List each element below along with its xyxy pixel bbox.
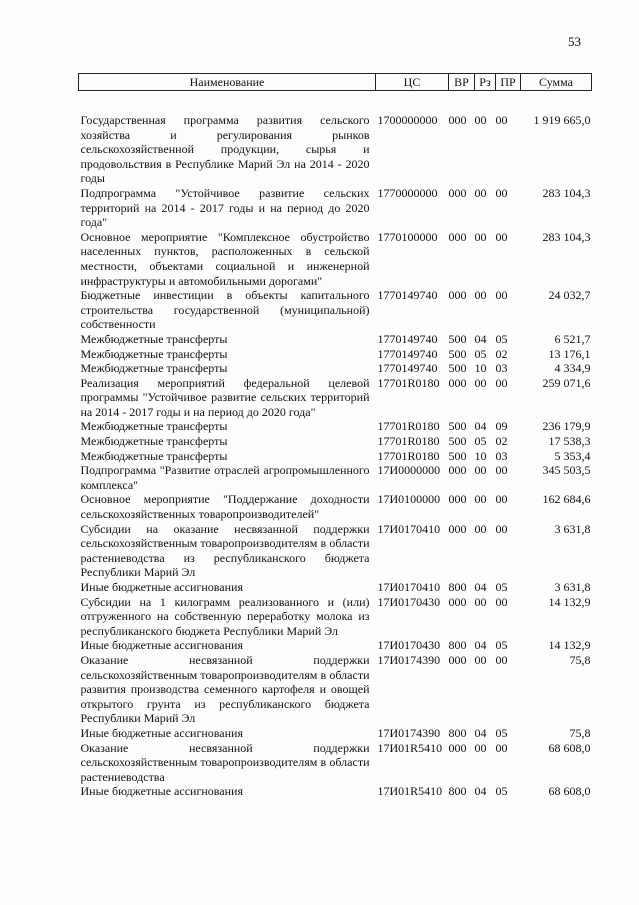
table-row <box>79 595 592 639</box>
row-pr: 00 <box>495 375 508 390</box>
row-cs: 17И0170430 <box>377 638 441 653</box>
table-row <box>79 186 592 230</box>
row-name: Иные бюджетные ассигнования <box>80 638 243 653</box>
row-sum: 345 503,5 <box>542 463 591 478</box>
row-rz: 04 <box>474 784 487 799</box>
row-pr: 03 <box>495 361 508 376</box>
row-pr: 09 <box>495 419 508 434</box>
row-vr: 000 <box>448 113 467 127</box>
row-sum: 14 132,9 <box>548 638 591 653</box>
row-rz: 05 <box>474 346 487 361</box>
row-cs: 17701R0180 <box>377 434 440 449</box>
row-rz: 00 <box>474 288 487 303</box>
table-row <box>79 332 592 347</box>
table-row <box>79 741 592 785</box>
row-pr: 00 <box>495 521 508 536</box>
row-vr: 000 <box>448 229 467 244</box>
row-vr: 500 <box>448 361 467 376</box>
row-name: Оказание несвязанной поддержки сельскохозяйственным товаропроизводителям в области растениеводства <box>80 740 370 784</box>
row-cs: 1770000000 <box>377 185 438 200</box>
row-sum: 17 538,3 <box>548 434 591 449</box>
page-number: 53 <box>568 34 581 49</box>
row-vr: 000 <box>448 375 467 390</box>
table-body <box>79 91 592 799</box>
header-pr: ПР <box>496 74 521 91</box>
row-name: Основное мероприятие "Поддержание доходности сельскохозяйственных товаропроизводителей" <box>80 492 370 522</box>
row-cs: 17И0000000 <box>377 463 441 478</box>
row-cs: 1770149740 <box>377 288 438 303</box>
row-sum: 14 132,9 <box>548 594 591 609</box>
row-name: Подпрограмма "Развитие отраслей агропромышленного комплекса" <box>80 463 370 492</box>
table-row <box>79 230 592 288</box>
table-row <box>79 434 592 449</box>
row-name: Оказание несвязанной поддержки сельскохозяйственным товаропроизводителям в области развития производства семенного картофеля и овощей открытого грунта из республиканского бюджета Республики Марий Эл <box>80 652 370 726</box>
row-vr: 000 <box>448 492 467 507</box>
header-vr: ВР <box>449 74 475 91</box>
row-cs: 17И0170410 <box>377 580 441 594</box>
row-sum: 75,8 <box>569 725 591 740</box>
row-rz: 00 <box>474 594 487 609</box>
row-rz: 04 <box>474 331 487 346</box>
row-sum: 68 608,0 <box>548 740 591 755</box>
row-rz: 04 <box>474 580 487 594</box>
row-name: Государственная программа развития сельского хозяйства и регулирования рынков сельскохозяйственной продукции, сырья и продовольствия в Республике Марий Эл на 2014 - 2020 годы <box>80 113 370 186</box>
row-rz: 00 <box>474 652 487 667</box>
table-header <box>79 74 592 91</box>
row-rz: 00 <box>474 521 487 536</box>
row-sum: 68 608,0 <box>548 784 591 799</box>
row-name: Бюджетные инвестиции в объекты капитального строительства государственной (муниципальной) собственности <box>80 288 370 332</box>
table-row <box>79 376 592 420</box>
row-name: Межбюджетные трансферты <box>80 346 228 361</box>
row-pr: 02 <box>495 434 508 449</box>
row-pr: 00 <box>495 652 508 667</box>
row-pr: 00 <box>495 288 508 303</box>
row-vr: 000 <box>448 740 467 755</box>
row-vr: 800 <box>448 784 467 799</box>
table-row <box>79 492 592 521</box>
row-name: Основное мероприятие "Комплексное обустройство населенных пунктов, расположенных в сельской местности, объектами социальной и инженерной инфраструктуры и автомобильными дорогами" <box>80 229 370 288</box>
row-pr: 00 <box>495 740 508 755</box>
row-vr: 500 <box>448 434 467 449</box>
row-pr: 00 <box>495 113 508 127</box>
table-row <box>79 91 592 186</box>
row-name: Иные бюджетные ассигнования <box>80 725 243 740</box>
row-sum: 236 179,9 <box>542 419 591 434</box>
table-row <box>79 638 592 653</box>
row-vr: 500 <box>448 448 467 463</box>
row-pr: 00 <box>495 492 508 507</box>
row-cs: 1770149740 <box>377 331 438 346</box>
table-row <box>79 580 592 595</box>
row-vr: 800 <box>448 638 467 653</box>
budget-table-container <box>78 73 591 799</box>
row-sum: 283 104,3 <box>542 185 591 200</box>
row-name: Межбюджетные трансферты <box>80 419 228 434</box>
row-cs: 1770149740 <box>377 346 438 361</box>
row-cs: 17И0174390 <box>377 725 441 740</box>
row-pr: 03 <box>495 448 508 463</box>
row-cs: 17И01R5410 <box>377 784 443 799</box>
row-pr: 02 <box>495 346 508 361</box>
row-name: Субсидии на 1 килограмм реализованного и (или) отгруженного на собственную переработку молока из республиканского бюджета Республики Марий Эл <box>80 594 370 638</box>
row-pr: 05 <box>495 784 508 799</box>
row-cs: 17И0170410 <box>377 521 441 536</box>
row-rz: 00 <box>474 229 487 244</box>
row-vr: 800 <box>448 725 467 740</box>
row-cs: 17И01R5410 <box>377 740 443 755</box>
row-name: Субсидии на оказание несвязанной поддержки сельскохозяйственным товаропроизводителям в области растениеводства из республиканского бюджета Республики Марий Эл <box>80 521 370 580</box>
table-row <box>79 784 592 799</box>
row-name: Межбюджетные трансферты <box>80 434 228 449</box>
row-pr: 05 <box>495 331 508 346</box>
row-rz: 10 <box>474 361 487 376</box>
header-name: Наименование <box>79 74 376 91</box>
row-name: Межбюджетные трансферты <box>80 331 228 346</box>
row-vr: 000 <box>448 594 467 609</box>
table-row <box>79 419 592 434</box>
row-pr: 05 <box>495 580 508 594</box>
row-cs: 17И0170430 <box>377 594 441 609</box>
row-rz: 00 <box>474 740 487 755</box>
row-pr: 00 <box>495 229 508 244</box>
row-rz: 00 <box>474 463 487 478</box>
row-cs: 17И0100000 <box>377 492 441 507</box>
budget-table <box>78 73 592 799</box>
row-vr: 500 <box>448 331 467 346</box>
row-sum: 259 071,6 <box>542 375 591 390</box>
row-cs: 1700000000 <box>377 113 438 127</box>
row-rz: 00 <box>474 492 487 507</box>
row-vr: 500 <box>448 346 467 361</box>
row-sum: 75,8 <box>569 652 591 667</box>
row-rz: 00 <box>474 375 487 390</box>
row-vr: 000 <box>448 185 467 200</box>
row-sum: 6 521,7 <box>554 331 591 346</box>
row-sum: 13 176,1 <box>548 346 591 361</box>
row-rz: 04 <box>474 725 487 740</box>
row-sum: 24 032,7 <box>548 288 591 303</box>
row-vr: 000 <box>448 521 467 536</box>
row-name: Реализация мероприятий федеральной целевой программы "Устойчивое развитие сельских территорий на 2014 - 2017 годы и на период до 2020 года" <box>80 375 370 419</box>
row-cs: 1770100000 <box>377 229 438 244</box>
row-sum: 3 631,8 <box>554 580 591 594</box>
row-pr: 00 <box>495 594 508 609</box>
row-rz: 00 <box>474 185 487 200</box>
row-sum: 162 684,6 <box>542 492 591 507</box>
row-cs: 17701R0180 <box>377 448 440 463</box>
row-cs: 17И0174390 <box>377 652 441 667</box>
table-row <box>79 522 592 580</box>
row-cs: 17701R0180 <box>377 419 440 434</box>
row-rz: 04 <box>474 638 487 653</box>
row-rz: 10 <box>474 448 487 463</box>
row-sum: 283 104,3 <box>542 229 591 244</box>
table-row <box>79 288 592 332</box>
row-name: Межбюджетные трансферты <box>80 361 228 376</box>
row-rz: 04 <box>474 419 487 434</box>
row-name: Подпрограмма "Устойчивое развитие сельских территорий на 2014 - 2017 годы и на период до 2020 года" <box>80 185 370 230</box>
row-rz: 00 <box>474 113 487 127</box>
table-row <box>79 347 592 362</box>
row-pr: 05 <box>495 725 508 740</box>
row-name: Иные бюджетные ассигнования <box>80 580 243 594</box>
table-row <box>79 463 592 492</box>
table-row <box>79 726 592 741</box>
row-vr: 500 <box>448 419 467 434</box>
row-vr: 000 <box>448 288 467 303</box>
row-sum: 5 353,4 <box>554 448 591 463</box>
row-sum: 1 919 665,0 <box>533 113 591 127</box>
row-name: Иные бюджетные ассигнования <box>80 784 243 799</box>
row-name: Межбюджетные трансферты <box>80 448 228 463</box>
row-vr: 000 <box>448 463 467 478</box>
row-sum: 4 334,9 <box>554 361 591 376</box>
header-sum: Сумма <box>521 74 592 91</box>
row-pr: 00 <box>495 185 508 200</box>
row-vr: 800 <box>448 580 467 594</box>
row-sum: 3 631,8 <box>554 521 591 536</box>
row-vr: 000 <box>448 652 467 667</box>
header-rz: Рз <box>475 74 496 91</box>
table-row <box>79 653 592 726</box>
table-row <box>79 361 592 376</box>
table-row <box>79 449 592 464</box>
row-pr: 00 <box>495 463 508 478</box>
row-rz: 05 <box>474 434 487 449</box>
row-pr: 05 <box>495 638 508 653</box>
header-cs: ЦС <box>376 74 449 91</box>
row-cs: 17701R0180 <box>377 375 440 390</box>
row-cs: 1770149740 <box>377 361 438 376</box>
